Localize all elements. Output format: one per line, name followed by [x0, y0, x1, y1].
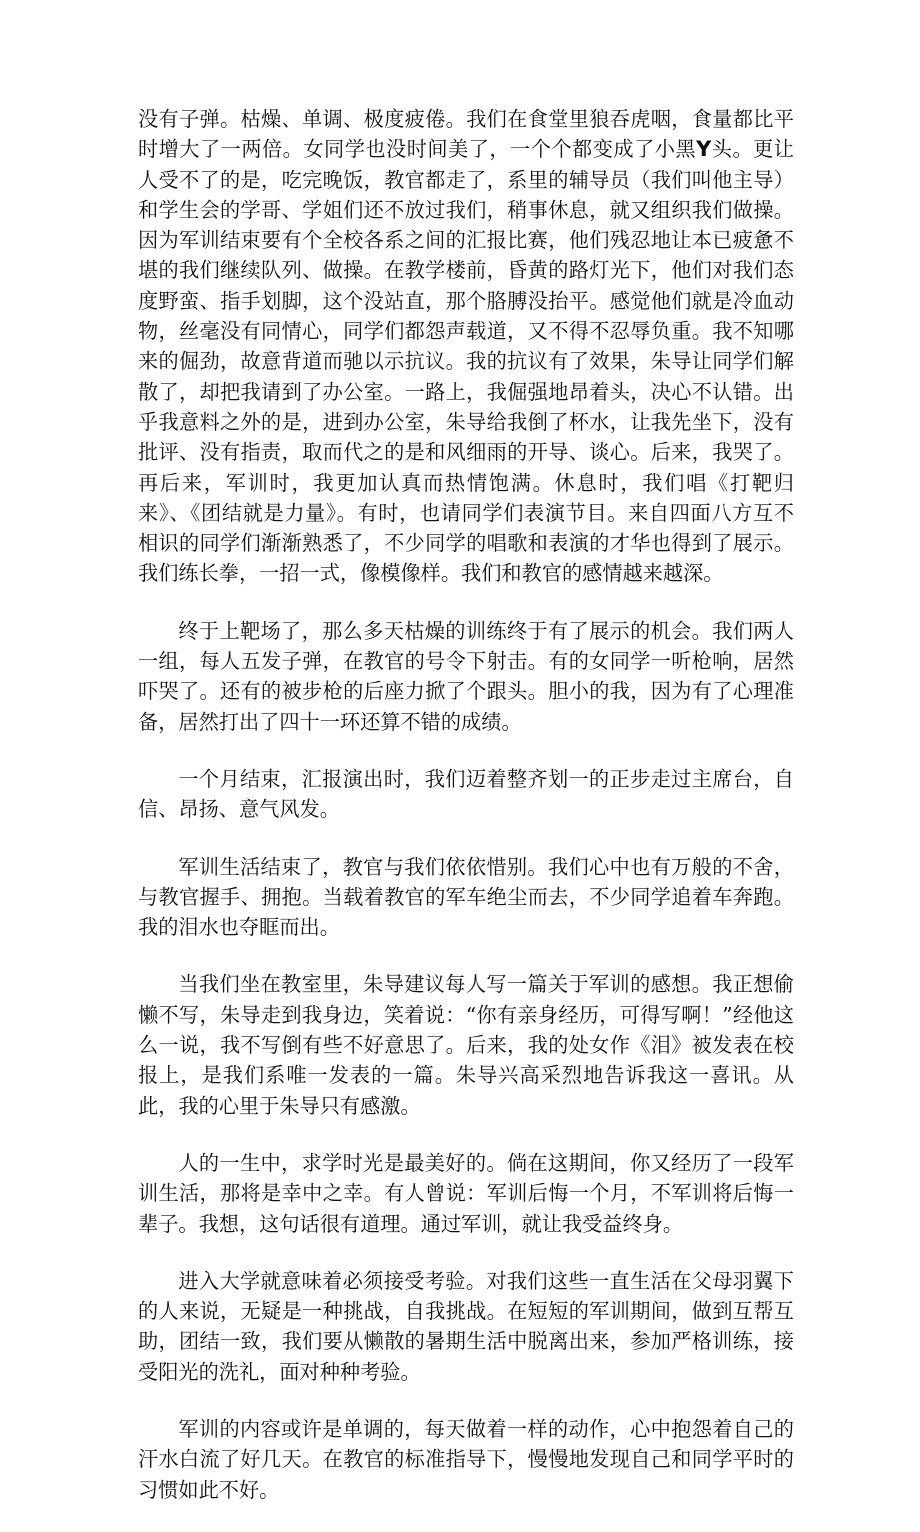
- paragraph-2: 终于上靶场了，那么多天枯燥的训练终于有了展示的机会。我们两人一组，每人五发子弹，在教官的号令下射击。有的女同学一听枪响，居然吓哭了。还有的被步枪的后座力掀了个跟头。胆小的我，因为有了心理准备，居然打出了四十一环还算不错的成绩。: [138, 618, 794, 734]
- paragraph-4: 军训生活结束了，教官与我们依依惜别。我们心中也有万般的不舍，与教官握手、拥抱。当载着教官的军车绝尘而去，不少同学追着车奔跑。我的泪水也夺眶而出。: [138, 854, 794, 940]
- paragraph-8: 军训的内容或许是单调的，每天做着一样的动作，心中抱怨着自己的汗水白流了好几天。在教官的标准指导下，慢慢地发现自己和同学平时的习惯如此不好。: [138, 1416, 794, 1502]
- paragraph-1-text-after: 头。更让人受不了的是，吃完晚饭，教官都走了，系里的辅导员（我们叫他主导）和学生会的学哥、学姐们还不放过我们，稍事休息，就又组织我们做操。因为军训结束要有个全校各系之间的汇报比赛，他们残忍地让本已疲惫不堪的我们继续队列、做操。在教学楼前，昏黄的路灯光下，他们对我们态度野蛮、指手划脚，这个没站直，那个胳膊没抬平。感觉他们就是冷血动物，丝毫没有同情心，同学们都怨声载道，又不得不忍辱负重。我不知哪来的倔劲，故意背道而驰以示抗议。我的抗议有了效果，朱导让同学们解散了，却把我请到了办公室。一路上，我倔强地昂着头，决心不认错。出乎我意料之外的是，进到办公室，朱导给我倒了杯水，让我先坐下，没有批评、没有指责，取而代之的是和风细雨的开导、谈心。后来，我哭了。再后来，军训时，我更加认真而热情饱满。休息时，我们唱《打靶归来》、《团结就是力量》。有时，也请同学们表演节目。来自四面八方互不相识的同学们渐渐熟悉了，不少同学的唱歌和表演的才华也得到了展示。我们练长拳，一招一式，像模像样。我们和教官的感情越来越深。: [138, 137, 794, 586]
- paragraph-6: 人的一生中，求学时光是最美好的。倘在这期间，你又经历了一段军训生活，那将是幸中之幸。有人曾说：军训后悔一个月，不军训将后悔一辈子。我想，这句话很有道理。通过军训，就让我受益终身。: [138, 1150, 794, 1236]
- paragraph-1: [138, 104, 794, 589]
- paragraph-3: 一个月结束，汇报演出时，我们迈着整齐划一的正步走过主席台，自信、昂扬、意气风发。: [138, 766, 794, 822]
- paragraph-5: 当我们坐在教室里，朱导建议每人写一篇关于军训的感想。我正想偷懒不写，朱导走到我身边，笑着说：“你有亲身经历，可得写啊！”经他这么一说，我不写倒有些不好意思了。后来，我的处女作《泪》被发表在校报上，是我们系唯一发表的一篇。朱导兴高采烈地告诉我这一喜讯。从此，我的心里于朱导只有感激。: [138, 972, 794, 1118]
- document-body: [138, 104, 794, 1532]
- paragraph-7: 进入大学就意味着必须接受考验。对我们这些一直生活在父母羽翼下的人来说，无疑是一种挑战，自我挑战。在短短的军训期间，做到互帮互助，团结一致，我们要从懒散的暑期生活中脱离出来，参加严格训练，接受阳光的洗礼，面对种种考验。: [138, 1268, 794, 1384]
- paragraph-1-emphasis: Y: [696, 137, 712, 162]
- paragraph-1-text-before: 没有子弹。枯燥、单调、极度疲倦。我们在食堂里狼吞虎咽，食量都比平时增大了一两倍。女同学也没时间美了，一个个都变成了小黑: [138, 107, 794, 162]
